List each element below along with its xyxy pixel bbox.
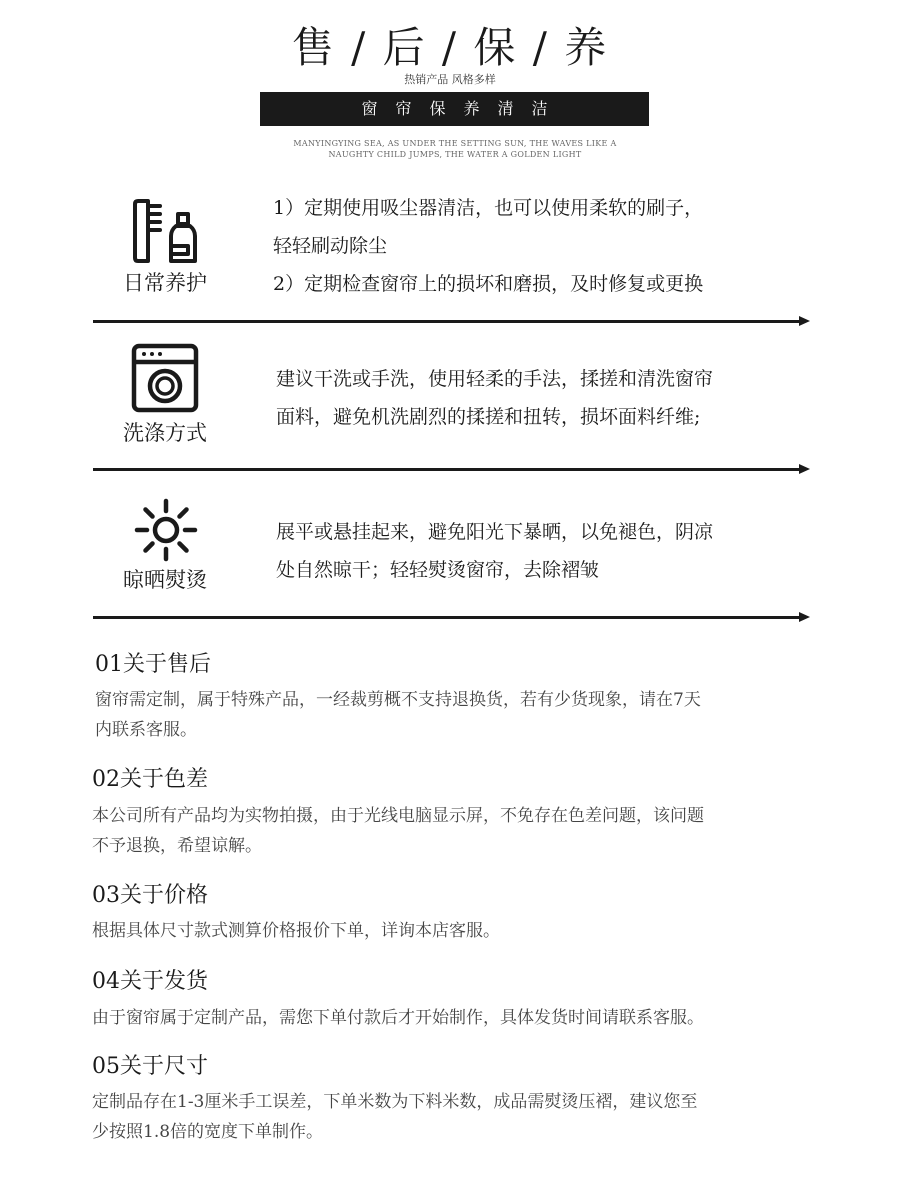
section-body-size — [92, 1087, 808, 1147]
english-subtitle-line: NAUGHTY CHILD JUMPS, THE WATER A GOLDEN LIGHT — [328, 150, 582, 159]
section-body-line: 少按照1.8倍的宽度下单制作。 — [92, 1122, 324, 1142]
divider-arrow-icon — [799, 464, 810, 474]
page-tagline: 热销产品 风格多样 — [404, 73, 496, 86]
section-divider — [93, 468, 799, 471]
divider-arrow-icon — [799, 612, 810, 622]
section-title-color: 02关于色差 — [92, 767, 208, 792]
section-body-line: 不予退换，希望谅解。 — [92, 836, 262, 856]
page-title: 售 / 后 / 保 / 养 — [291, 23, 609, 72]
english-subtitle-line: MANYINGYING SEA, AS UNDER THE SETTING SUN, THE WAVES LIKE A — [293, 139, 617, 148]
care-label-drying: 晾晒熨烫 — [123, 568, 207, 592]
care-text-line: 轻轻刷动除尘 — [273, 235, 388, 257]
section-banner: 窗帘保养清洁 — [260, 92, 649, 126]
section-title-size: 05关于尺寸 — [92, 1054, 208, 1079]
section-title-price: 03关于价格 — [92, 883, 208, 908]
care-text-line: 2）定期检查窗帘上的损坏和磨损，及时修复或更换 — [273, 273, 704, 295]
english-subtitle — [280, 138, 630, 160]
brush-bottle-icon — [130, 198, 200, 264]
section-divider — [93, 616, 799, 619]
sun-icon — [133, 497, 199, 563]
washing-machine-icon — [130, 342, 200, 414]
section-body-line: 根据具体尺寸款式测算价格报价下单，详询本店客服。 — [92, 921, 500, 941]
care-text-line: 面料，避免机洗剧烈的揉搓和扭转，损坏面料纤维; — [276, 406, 701, 428]
section-body-line: 由于窗帘属于定制产品，需您下单付款后才开始制作，具体发货时间请联系客服。 — [92, 1008, 704, 1028]
section-body-line: 本公司所有产品均为实物拍摄，由于光线电脑显示屏，不免存在色差问题，该问题 — [92, 806, 704, 826]
care-text-line: 建议干洗或手洗，使用轻柔的手法，揉搓和清洗窗帘 — [276, 368, 714, 390]
section-body-line: 内联系客服。 — [95, 720, 197, 740]
care-text-line: 处自然晾干；轻轻熨烫窗帘，去除褶皱 — [276, 559, 600, 581]
care-text-line: 展平或悬挂起来，避免阳光下暴晒，以免褪色，阴凉 — [276, 521, 714, 543]
section-title-shipping: 04关于发货 — [92, 969, 208, 994]
section-body-after-sales — [95, 685, 811, 745]
care-text-drying — [276, 513, 713, 589]
care-text-line: 1）定期使用吸尘器清洁，也可以使用柔软的刷子， — [273, 197, 704, 219]
divider-arrow-icon — [799, 316, 810, 326]
care-label-daily: 日常养护 — [123, 271, 207, 295]
section-body-price — [92, 916, 808, 946]
care-label-washing: 洗涤方式 — [123, 421, 207, 445]
section-title-after-sales: 01关于售后 — [95, 652, 211, 677]
section-body-line: 窗帘需定制，属于特殊产品，一经裁剪概不支持退换货，若有少货现象，请在7天 — [95, 690, 701, 710]
section-divider — [93, 320, 799, 323]
section-body-line: 定制品存在1-3厘米手工误差，下单米数为下料米数，成品需熨烫压褶，建议您至 — [92, 1092, 698, 1112]
section-body-shipping — [92, 1003, 808, 1033]
care-text-daily — [273, 189, 703, 303]
care-text-washing — [276, 360, 713, 436]
section-body-color — [92, 801, 808, 861]
